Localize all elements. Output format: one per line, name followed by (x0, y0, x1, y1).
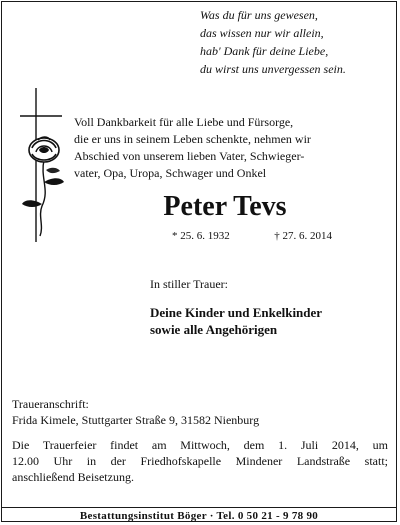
mourners-line: sowie alle Angehörigen (150, 322, 278, 337)
address-label: Traueranschrift: (12, 397, 89, 411)
mourning-label: In stiller Trauer: (150, 277, 228, 291)
mourning-address (12, 396, 388, 428)
mourners-line: Deine Kinder und Enkelkinder (150, 305, 323, 320)
thanks-text (74, 114, 390, 182)
thanks-line: Abschied von unserem lieben Vater, Schwieger- (74, 149, 305, 163)
poem-line: das wissen nur wir allein, (200, 26, 324, 40)
deceased-name: Peter Tevs (163, 191, 287, 222)
thanks-line: Voll Dankbarkeit für alle Liebe und Fürsorge, (74, 115, 294, 129)
poem-line: Was du für uns gewesen, (200, 8, 318, 22)
service-line: 12.00 Uhr in der Friedhofskapelle Mindener Landstraße statt; (12, 454, 388, 468)
poem (200, 6, 390, 78)
service-line: anschließend Beisetzung. (12, 470, 134, 484)
mourners (150, 304, 322, 338)
thanks-line: die er uns in seinem Leben schenkte, nehmen wir (74, 132, 311, 146)
address-value: Frida Kimele, Stuttgarter Straße 9, 31582 Nienburg (12, 413, 260, 427)
funeral-home-footer: Bestattungsinstitut Böger · Tel. 0 50 21 - 9 78 90 (2, 507, 396, 524)
thanks-line: vater, Opa, Uropa, Schwager und Onkel (74, 166, 267, 180)
service-info (12, 437, 388, 485)
life-dates (172, 229, 332, 243)
death-date: † 27. 6. 2014 (274, 230, 332, 242)
poem-line: du wirst uns unvergessen sein. (200, 62, 346, 76)
birth-date: * 25. 6. 1932 (172, 230, 230, 242)
service-line: Die Trauerfeier findet am Mittwoch, dem 1. Juli 2014, um (12, 438, 388, 452)
poem-line: hab' Dank für deine Liebe, (200, 44, 329, 58)
